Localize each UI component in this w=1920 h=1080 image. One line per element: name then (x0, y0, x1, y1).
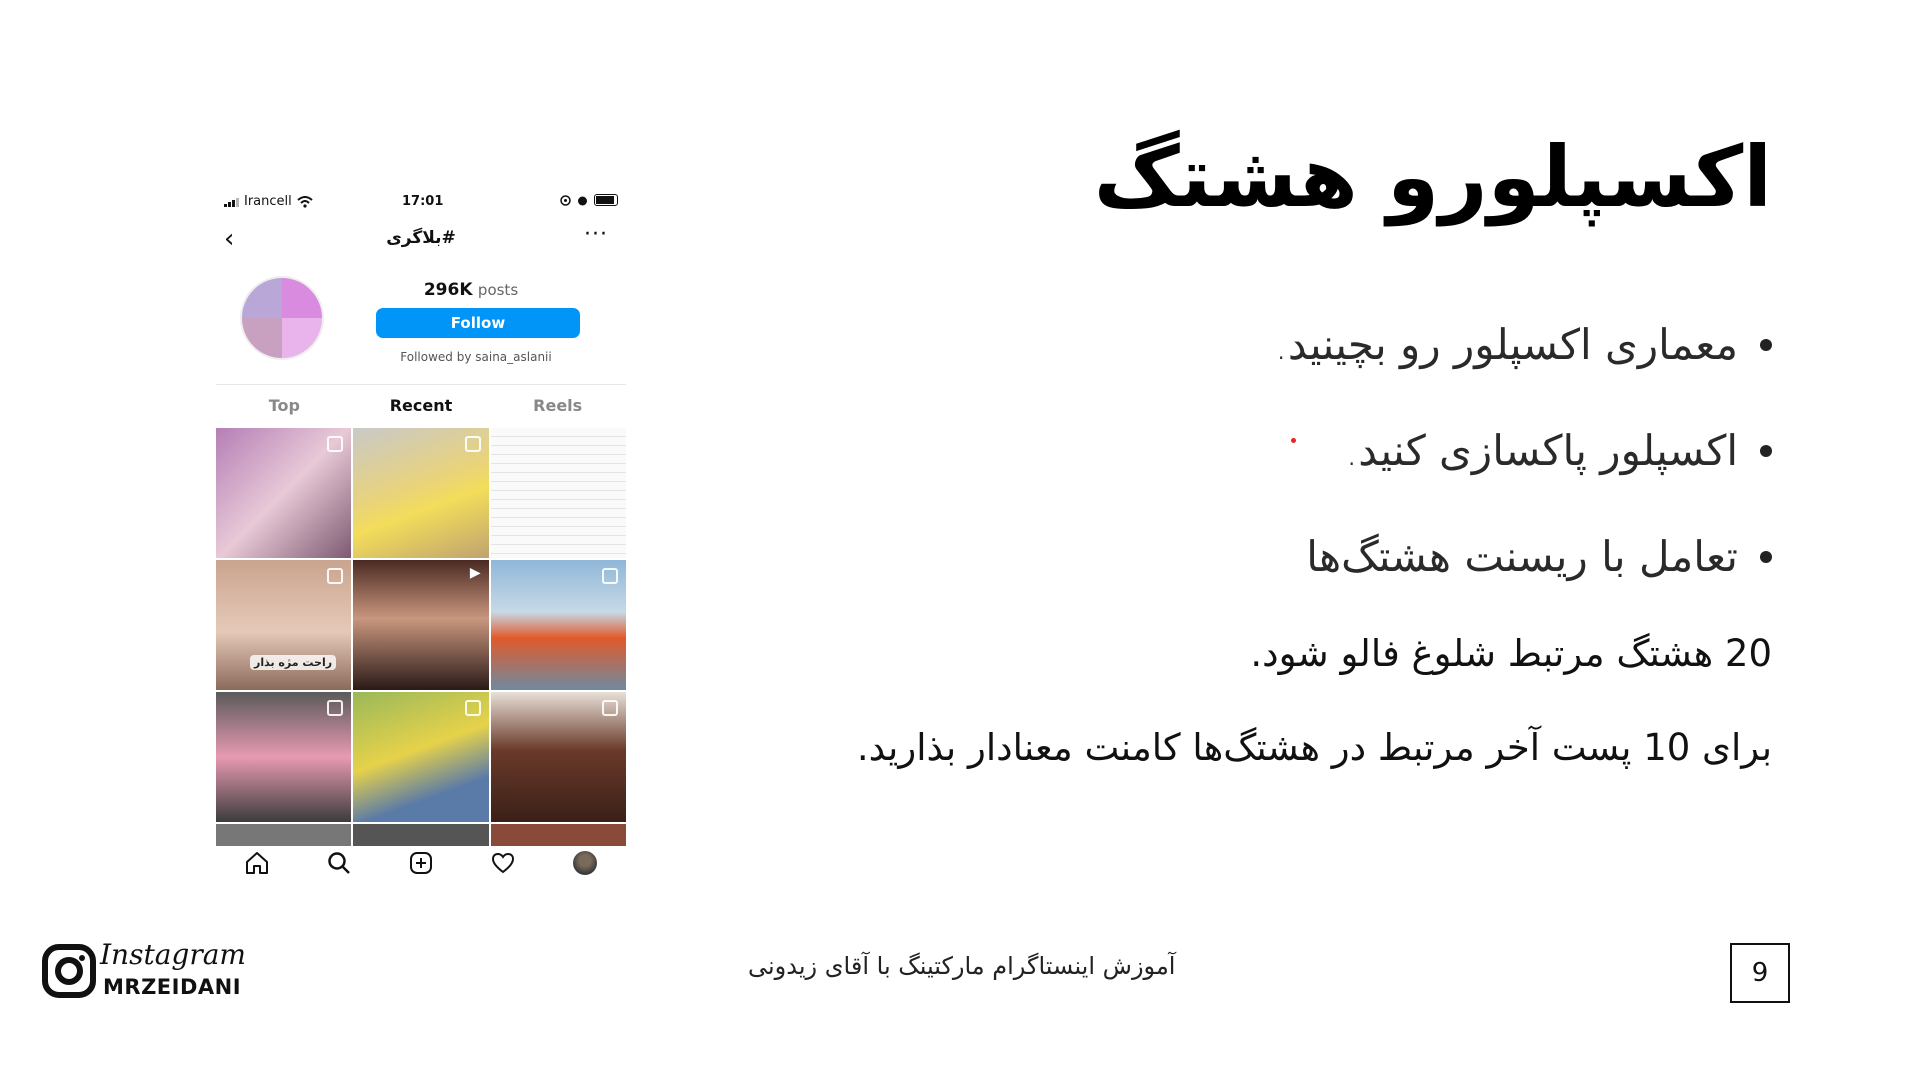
carousel-icon (602, 568, 618, 584)
bullet-dot (1760, 445, 1772, 457)
status-icons (560, 194, 618, 206)
bullet-dot (1760, 339, 1772, 351)
bottom-tab-bar (216, 840, 626, 886)
paragraph: 20 هشتگ مرتبط شلوغ فالو شود. (1250, 632, 1772, 675)
tab-top[interactable]: Top (268, 396, 300, 415)
bullet-dot (1760, 551, 1772, 563)
brand-name: Instagram (100, 938, 246, 971)
carrier-name: Irancell (244, 194, 292, 209)
post-thumbnail[interactable] (353, 692, 488, 822)
followed-by-text: Followed by saina_aslanii (400, 350, 552, 364)
brand-handle: MRZEIDANI (103, 975, 242, 999)
carousel-icon (327, 700, 343, 716)
back-chevron-icon[interactable]: ‹ (224, 224, 235, 254)
slide-title: اکسپلورو هشتگ (1093, 128, 1772, 226)
carrier-info (224, 194, 313, 209)
reel-icon: ▶ (469, 565, 481, 581)
paragraph: برای 10 پست آخر مرتبط در هشتگ‌ها کامنت معنادار بذارید. (856, 726, 1772, 769)
profile-avatar-icon[interactable] (570, 848, 600, 878)
hashtag-avatar (240, 276, 324, 360)
post-thumbnail[interactable] (216, 560, 351, 690)
bullet-item (1274, 320, 1772, 369)
heart-icon[interactable] (488, 848, 518, 878)
status-time: 17:01 (402, 194, 444, 209)
tab-recent[interactable]: Recent (389, 396, 453, 415)
tile-caption: راحت مژه بذار (250, 655, 336, 670)
bullet-text: تعامل با ریسنت هشتگ‌ها (1306, 532, 1738, 581)
status-bar (216, 186, 626, 220)
alarm-icon (577, 195, 588, 206)
footer-text: آموزش اینستاگرام مارکتینگ با آقای زیدونی (748, 952, 1176, 980)
location-icon (560, 195, 571, 206)
post-thumbnail[interactable] (491, 428, 626, 558)
follow-button[interactable]: Follow (376, 308, 580, 338)
post-thumbnail[interactable] (216, 692, 351, 822)
nav-bar (216, 220, 626, 260)
home-icon[interactable] (242, 848, 272, 878)
page-number: 9 (1730, 943, 1790, 1003)
hashtag-header (216, 266, 626, 376)
posts-number: 296K (423, 280, 473, 300)
post-thumbnail[interactable] (491, 560, 626, 690)
post-thumbnail[interactable] (491, 692, 626, 822)
post-grid (216, 428, 626, 840)
carousel-icon (327, 568, 343, 584)
add-post-icon[interactable] (406, 848, 436, 878)
bullet-text: معماری اکسپلور رو بچینید. (1274, 320, 1738, 369)
post-thumbnail[interactable] (353, 560, 488, 690)
content-tabs (216, 384, 626, 427)
posts-count (371, 280, 571, 300)
battery-icon (594, 194, 618, 206)
carousel-icon (465, 700, 481, 716)
posts-label: posts (477, 281, 519, 299)
wifi-icon (297, 196, 313, 208)
hashtag-title: #بلاگری (386, 228, 456, 248)
instagram-logo-icon (42, 944, 96, 998)
bullet-text: اکسپلور پاکسازی کنید. (1344, 426, 1738, 475)
search-icon[interactable] (324, 848, 354, 878)
tab-reels[interactable]: Reels (533, 396, 583, 415)
bullet-item (1306, 532, 1772, 581)
post-thumbnail[interactable] (353, 428, 488, 558)
carousel-icon (465, 436, 481, 452)
carousel-icon (602, 700, 618, 716)
more-options-icon[interactable]: ··· (584, 222, 608, 247)
instagram-hashtag-screenshot (216, 186, 626, 886)
post-thumbnail[interactable] (216, 428, 351, 558)
signal-icon (224, 197, 239, 207)
carousel-icon (327, 436, 343, 452)
bullet-item (1345, 426, 1772, 475)
laser-pointer-dot (1291, 438, 1296, 443)
